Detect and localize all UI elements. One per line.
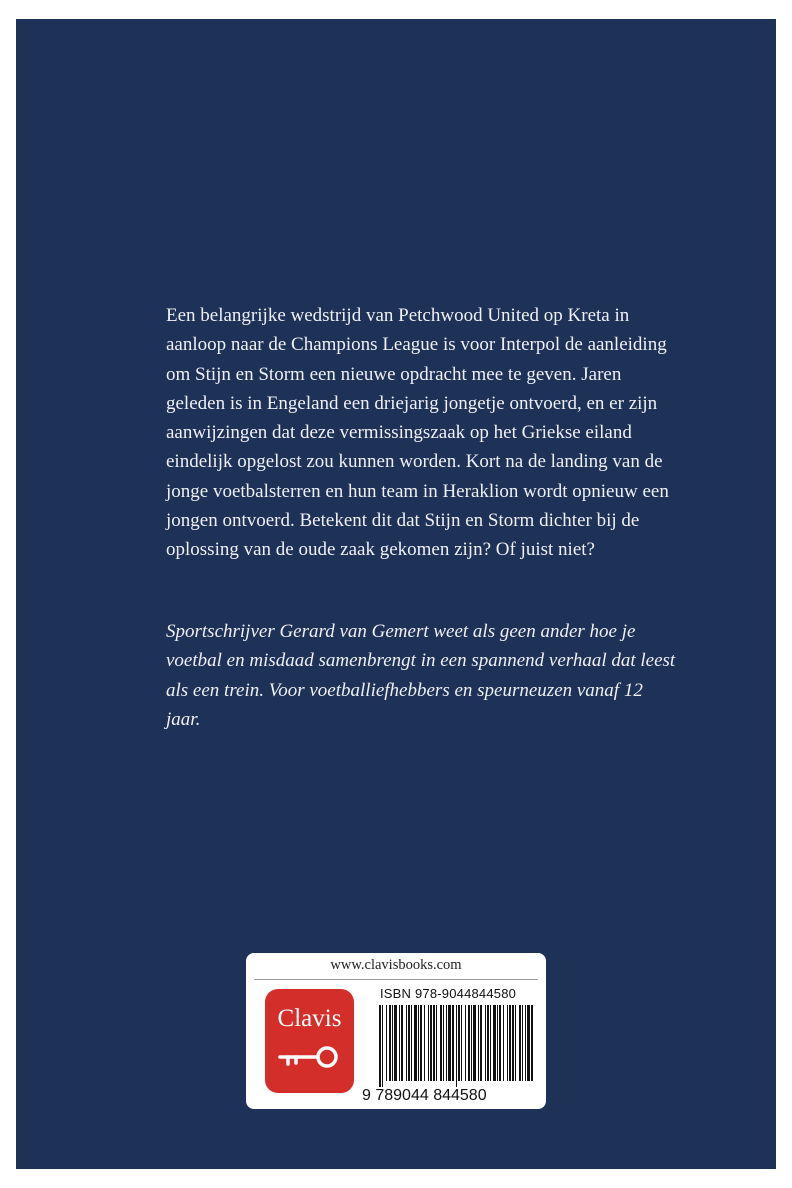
barcode-bar [456,1005,457,1087]
barcode-bar [401,1005,403,1081]
barcode-bar [525,1005,526,1081]
barcode-bar [443,1005,444,1081]
barcode-bar [461,1005,462,1081]
barcode-digit-group-1: 789044 [375,1087,429,1104]
barcode-bar [418,1005,419,1081]
website-url: www.clavisbooks.com [330,957,462,973]
label-divider [254,979,538,980]
barcode-bar [411,1005,412,1081]
clavis-logo [265,989,354,1093]
author-note: Sportschrijver Gerard van Gemert weet als geen ander hoe je voetbal en misdaad samenbrengt in een spannend verhaal dat leest als een trein. Voor voetballiefhebbers en speurneuzen vanaf 12 jaar. [166,621,676,730]
isbn-text: ISBN 978-9044844580 [380,986,517,1001]
barcode-digit-group-2: 844580 [433,1087,487,1104]
barcode-bar [490,1005,491,1081]
key-icon [277,1044,343,1070]
barcode-bar [399,1005,400,1081]
barcode-bar [430,1005,432,1081]
barcode-bar [531,1005,533,1081]
barcode-bar [406,1005,407,1081]
barcode-bar [503,1005,504,1081]
barcode-bar [515,1005,516,1081]
barcode-bar [389,1005,391,1081]
barcode-bar [414,1005,417,1081]
barcode-bar [468,1005,470,1081]
publisher-label [246,953,546,1109]
barcode-bar [386,1005,387,1081]
barcode-bar [487,1005,489,1081]
barcode-bar [452,1005,454,1081]
barcode [377,1005,535,1087]
barcode-bar [440,1005,442,1081]
barcode-bar [493,1005,496,1081]
barcode-digits [362,1087,487,1105]
barcode-bar [473,1005,476,1081]
barcode-bar [428,1005,429,1081]
barcode-bar [499,1005,501,1081]
barcode-bar [522,1005,523,1081]
barcode-bar [485,1005,486,1081]
barcode-bar [446,1005,447,1081]
barcode-bar [382,1005,383,1087]
barcode-bar [527,1005,530,1081]
barcode-bar [497,1005,498,1081]
barcode-bar [424,1005,425,1081]
barcode-bar [478,1005,479,1081]
barcode-bar [392,1005,393,1081]
barcode-bar [436,1005,437,1081]
barcode-bar [394,1005,397,1081]
barcode-bar [448,1005,451,1081]
barcode-bar [519,1005,521,1081]
blurb-text: Een belangrijke wedstrijd van Petchwood United op Kreta in aanloop naar de Champions League is voor Interpol de aanleiding om Stijn en Storm een nieuwe opdracht mee te geven. Jaren geleden is in Engeland een driejarig jongetje ontvoerd, en er zijn aanwijzingen dat deze vermissingszaak op het Griekse eiland eindelijk opgelost zou kunnen worden. Kort na de landing van de jonge voetbalsterren en hun team in Heraklion wordt opnieuw een jongen ontvoerd. Betekent dit dat Stijn en Storm dichter bij de oplossing van de oude zaak gekomen zijn? Of juist niet? [166,305,669,561]
barcode-bar [480,1005,482,1081]
barcode-bar [458,1005,460,1081]
barcode-digit-first: 9 [362,1087,371,1104]
barcode-bar [507,1005,508,1081]
barcode-bar [465,1005,466,1081]
barcode-bar [433,1005,435,1081]
logo-text: Clavis [277,1005,342,1032]
barcode-bar [379,1005,381,1087]
barcode-bar [420,1005,422,1081]
barcode-bar [408,1005,410,1081]
barcode-bar [509,1005,511,1081]
barcode-bar [471,1005,472,1081]
barcode-bar [512,1005,514,1081]
